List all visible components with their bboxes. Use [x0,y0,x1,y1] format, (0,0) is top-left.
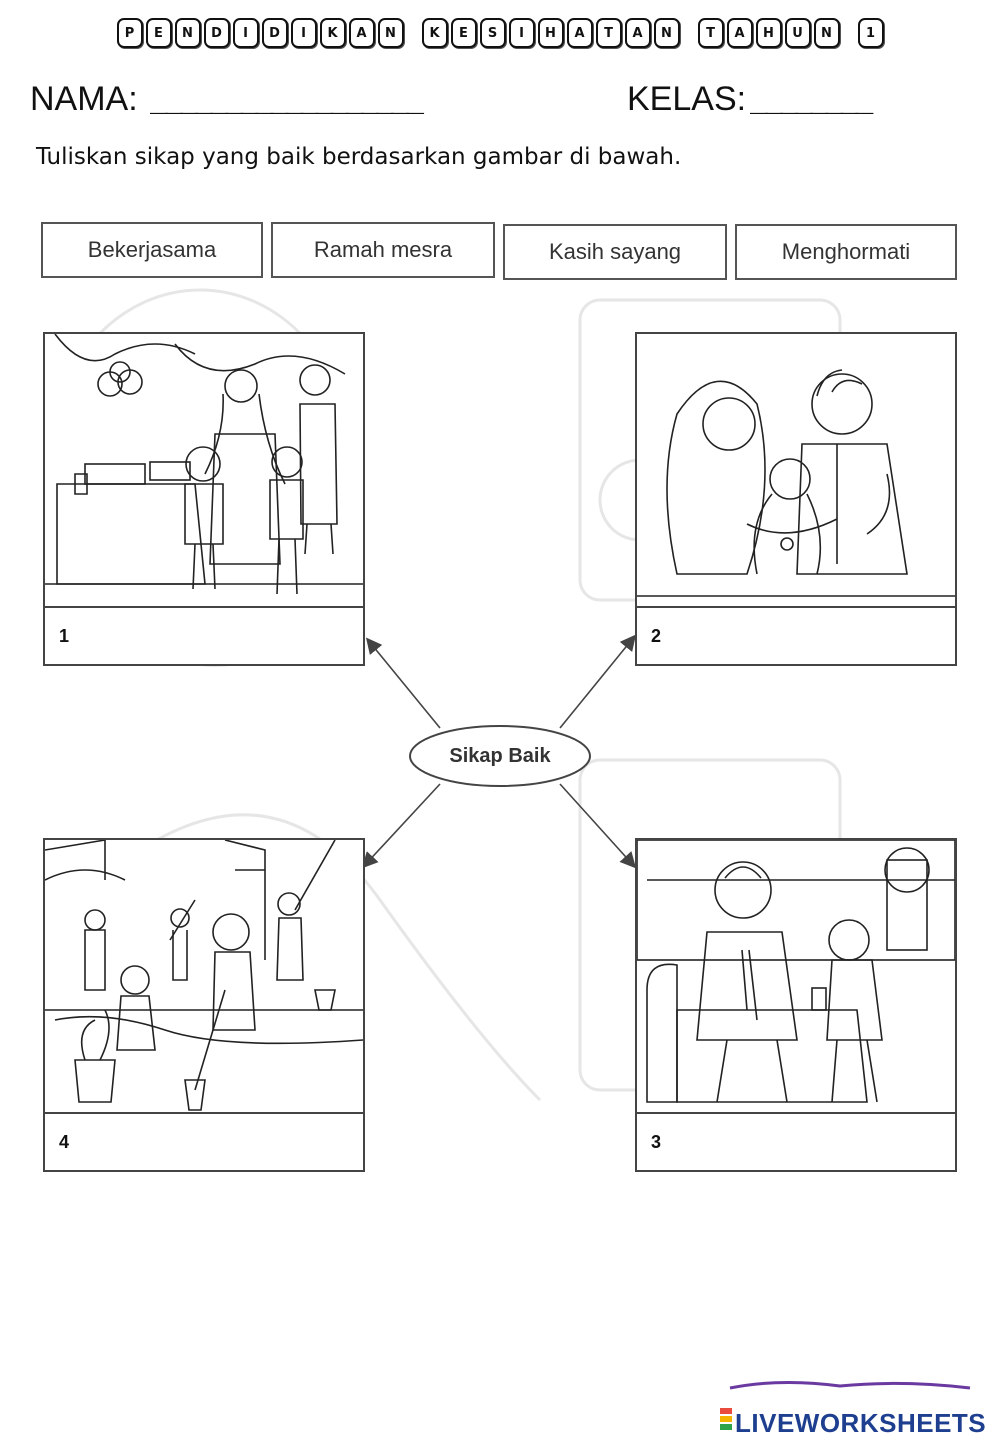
title-letter: 1 [858,18,884,48]
child-serving-father-icon [637,840,955,1112]
title-letter: A [727,18,753,48]
class-label: KELAS: [627,80,747,118]
title-letter: T [596,18,622,48]
title-letter: T [698,18,724,48]
title-letter: H [538,18,564,48]
picture-card-4 [43,838,365,1172]
children-greeting-adults-icon [45,334,363,606]
title-letter: I [291,18,317,48]
title-letter: E [146,18,172,48]
title-letter: S [480,18,506,48]
gardening-together-icon [45,840,363,1112]
title-letter: N [175,18,201,48]
title-letter: N [378,18,404,48]
class-answer-field[interactable]: ________ [750,80,871,115]
center-label: Sikap Baik [449,744,551,767]
title-letter: E [451,18,477,48]
picture-card-3 [635,838,957,1172]
option-kasih-sayang[interactable]: Kasih sayang [503,224,727,280]
title-letter: H [756,18,782,48]
brand-text: LIVEWORKSHEETS [735,1408,987,1438]
title-letter: N [814,18,840,48]
title-letter: D [204,18,230,48]
title-letter: K [320,18,346,48]
option-ramah-mesra[interactable]: Ramah mesra [271,222,495,278]
title-letter: N [654,18,680,48]
title-letter: U [785,18,811,48]
title-letter: K [422,18,448,48]
card-1-number: 1 [59,626,70,646]
family-hug-icon [637,334,955,606]
title-letter: A [625,18,651,48]
title-letter: D [262,18,288,48]
option-bekerjasama[interactable]: Bekerjasama [41,222,263,278]
title-letter: I [509,18,535,48]
title-letter: P [117,18,143,48]
card-3-number: 3 [651,1132,662,1152]
title-letter: I [233,18,259,48]
name-answer-field[interactable]: __________________ [150,80,422,115]
picture-card-2 [635,332,957,666]
instruction-text: Tuliskan sikap yang baik berdasarkan gambar di bawah. [36,144,682,170]
card-4-number: 4 [59,1132,70,1152]
name-label: NAMA: [30,80,138,118]
option-menghormati[interactable]: Menghormati [735,224,957,280]
title-letter: A [349,18,375,48]
card-2-number: 2 [651,626,662,646]
picture-card-1 [43,332,365,666]
title-letter: A [567,18,593,48]
